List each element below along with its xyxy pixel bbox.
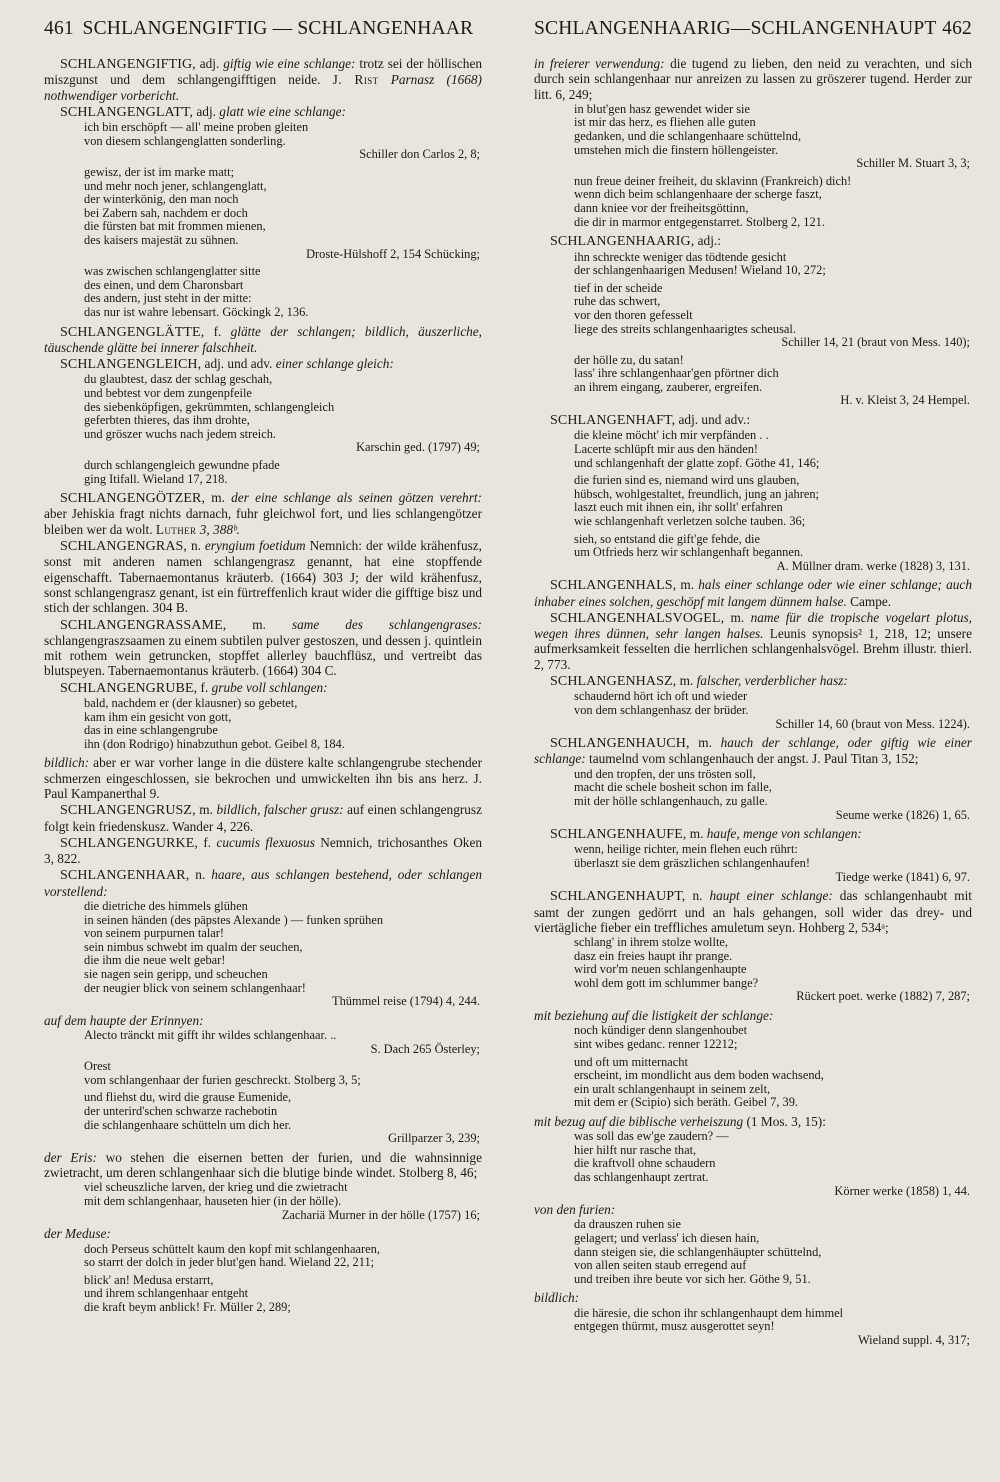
running-text-body: (1 Mos. 3, 15): <box>743 1113 826 1129</box>
definition: eryngium foetidum <box>204 538 306 554</box>
verse-line: sint wibes gedanc. renner 12212; <box>574 1036 738 1051</box>
headword: SCHLANGENGRAS, <box>60 539 188 555</box>
verse-line: Alecto tränckt mit gifft ihr wildes schlangenhaar. .. <box>84 1028 337 1043</box>
left-running-head <box>44 18 482 40</box>
verse-line: von dem schlangenhasz der brüder. <box>574 702 749 717</box>
usage-label: bildlich: <box>44 755 90 771</box>
verse-line: was soll das ew'ge zaudern? — <box>574 1129 729 1144</box>
verse-quotation <box>84 1243 482 1270</box>
verse-line: bei Zabern sah, nachdem er doch <box>84 205 248 220</box>
verse-quotation <box>574 843 972 884</box>
verse-line: des andern, just steht in der mitte: <box>84 291 252 306</box>
verse-line: ein uralt schlangenhaupt in seinem zelt, <box>574 1081 771 1096</box>
verse-line: und bebtest vor dem zungenpfeile <box>84 385 252 400</box>
verse-line: die schlangenhaare schütteln um dich her. <box>84 1117 292 1132</box>
running-text <box>44 1226 482 1241</box>
definition: glätte der schlangen; bildlich, äuszerliche, täuschende glätte bei innerer falschheit. <box>44 323 483 355</box>
definition: der eine schlange als seinen götzen verehrt: <box>231 490 482 506</box>
running-text <box>44 1150 482 1181</box>
verse-line: in seinen händen (des päpstes Alexande ) — funken sprühen <box>84 912 384 927</box>
verse-quotation <box>574 1024 972 1051</box>
dictionary-entry <box>44 617 482 679</box>
verse-line: gewisz, der ist im marke matt; <box>84 164 235 179</box>
verse-line: geferbten thieres, das ihm drohte, <box>84 413 250 428</box>
verse-quotation <box>84 1091 482 1145</box>
verse-quotation <box>574 1130 972 1198</box>
verse-quotation <box>84 1029 482 1056</box>
verse-line: schaudernd hört ich oft und wieder <box>574 689 748 704</box>
dictionary-entry <box>534 735 972 767</box>
entry-text: das schlangenhaubt mit samt der zungen gedörrt und an hals gehangen, soll wider das drey- und viertägliche fieber ein treffliches amuletum seyn. Hohberg 2, 534ᵃ; <box>534 888 973 935</box>
entry-text: auf einen schlangengrusz folgt kein friedenskusz. Wander 4, 226. <box>44 802 483 834</box>
dictionary-entry <box>44 538 482 615</box>
verse-line: Orest <box>84 1059 111 1074</box>
verse-quotation <box>574 1056 972 1110</box>
verse-quotation <box>574 354 972 408</box>
verse-quotation <box>574 690 972 731</box>
dictionary-entry <box>44 356 482 372</box>
verse-quotation <box>574 282 972 350</box>
right-running-title: SCHLANGENHAARIG—SCHLANGENHAUPT <box>534 18 937 39</box>
verse-line: die dir in marmor entgegenstarret. Stolberg 2, 121. <box>574 214 825 229</box>
verse-quotation <box>574 936 972 1004</box>
headword: SCHLANGENHAUCH, <box>550 736 690 752</box>
grammar-note: adj. <box>195 56 224 71</box>
dictionary-entry <box>44 867 482 899</box>
entry-text: Nemnich: der wilde krähenfusz, sonst mit anderen namen schlangengrasz genannt, hat eine stopffende eigenschafft. Tabernaemontanus kräuterb. (1664) 303 J; der wild krähenfusz, sonst schlangengrasz genant, ist ein fürtreffenlich kraut wider die gifftige bisz und stich der schlangen. 304 B. <box>44 538 483 616</box>
grammar-note: f. <box>197 679 212 695</box>
left-running-title: SCHLANGENGIFTIG — SCHLANGENHAAR <box>82 18 474 39</box>
verse-source: Schiller 14, 60 (braut von Mess. 1224). <box>775 716 970 731</box>
definition: grube voll schlangen: <box>211 679 328 695</box>
grammar-note: m. <box>676 577 699 593</box>
grammar-note: adj. <box>193 103 220 119</box>
verse-line: und oft um mitternacht <box>574 1054 688 1069</box>
dictionary-entry <box>534 610 972 672</box>
definition: giftig wie eine schlange: <box>223 56 356 71</box>
headword: SCHLANGENGRUBE, <box>60 680 198 696</box>
verse-source: Körner werke (1858) 1, 44. <box>834 1183 970 1198</box>
dictionary-entry <box>44 490 482 537</box>
dictionary-entry <box>44 802 482 834</box>
grammar-note: adj. und adv. <box>201 356 276 372</box>
verse-line: ich bin erschöpft — all' meine proben gleiten <box>84 120 309 135</box>
usage-label: bildlich: <box>534 1290 580 1306</box>
verse-line: sieh, so entstand die gift'ge fehde, die <box>574 531 760 546</box>
verse-source: Grillparzer 3, 239; <box>388 1131 480 1146</box>
verse-line: blick' an! Medusa erstarrt, <box>84 1272 214 1287</box>
running-text-body: die tugend zu lieben, den neid zu verachten, und sich durch sein schlangenhaar nur anreizen zu lassen zu gröszerer tugend. Herder zur litt. 6, 249; <box>534 56 972 102</box>
verse-line: die kraft beym anblick! Fr. Müller 2, 289; <box>84 1299 291 1314</box>
verse-source: Rückert poet. werke (1882) 7, 287; <box>796 989 970 1004</box>
verse-quotation <box>574 1307 972 1348</box>
verse-line: wenn dich beim schlangenhaare der scherge faszt, <box>574 187 822 202</box>
verse-line: des kaisers majestät zu sühnen. <box>84 232 239 247</box>
definition: hals einer schlange oder wie einer schlange; auch inhaber eines solchen, geschöpf mit langem dünnem halse. <box>534 577 972 609</box>
verse-line: sein nimbus schwebt im qualm der seuchen, <box>84 939 303 954</box>
verse-line: um Otfrieds herz wir schlangenhaft begannen. <box>574 545 804 560</box>
verse-source: Karschin ged. (1797) 49; <box>356 440 480 455</box>
verse-line: liege des streits schlangenhaarigtes scheusal. <box>574 321 796 336</box>
grammar-note: m. <box>226 616 292 632</box>
verse-source: Schiller M. Stuart 3, 3; <box>856 156 970 171</box>
grammar-note: m. <box>689 735 721 751</box>
verse-quotation <box>574 429 972 470</box>
verse-line: und den tropfen, der uns trösten soll, <box>574 766 756 781</box>
running-text <box>534 1114 972 1129</box>
left-page-number: 461 <box>44 18 74 39</box>
verse-line: erscheint, im mondlicht aus dem boden wachsend, <box>574 1068 824 1083</box>
running-text-body: aber er war vorher lange in die düstere kalte schlangengrube stechender schmerzen eingeschlossen, sie bekrochen und umwickelten ihn bis ans herz. J. Paul Kampanerthal 9. <box>44 755 482 801</box>
verse-source: S. Dach 265 Österley; <box>370 1041 480 1056</box>
grammar-note: f. <box>204 323 231 339</box>
verse-quotation <box>84 1274 482 1315</box>
headword: SCHLANGENHALS, <box>550 578 677 594</box>
left-column <box>44 56 482 1352</box>
definition: haufe, menge von schlangen: <box>706 826 862 842</box>
running-text-body: wo stehen die eisernen betten der furien, und die wahnsinnige zwietracht, um deren schlangenhaar sich die blutige binde windet. Stolberg 8, 46; <box>44 1149 482 1181</box>
verse-line: hübsch, wohlgestaltet, freundlich, jung an jahren; <box>574 486 819 501</box>
verse-line: die fürsten bat mit frommen mienen, <box>84 219 266 234</box>
verse-line: noch kündiger denn slangenhoubet <box>574 1023 748 1038</box>
verse-quotation <box>574 533 972 574</box>
verse-quotation <box>84 459 482 486</box>
verse-line: die ihm die neue welt gebar! <box>84 953 226 968</box>
verse-line: ruhe das schwert, <box>574 294 661 309</box>
headword: SCHLANGENGÖTZER, <box>60 491 206 507</box>
verse-line: mit der hölle schlangenhauch, zu galle. <box>574 793 768 808</box>
verse-quotation <box>574 1218 972 1286</box>
verse-line: dasz ein freies haupt ihr prange. <box>574 948 733 963</box>
verse-line: mit dem er (Scipio) sich beräth. Geibel 7, 39. <box>574 1095 799 1110</box>
headword: SCHLANGENGIFTIG, <box>60 57 196 72</box>
verse-line: wird vor'm neuen schlangenhaupte <box>574 962 747 977</box>
verse-line: gedanken, und die schlangenhaare schüttelnd, <box>574 129 802 144</box>
definition: hauch der schlange, oder giftig wie einer schlange: <box>534 735 972 767</box>
verse-line: das schlangenhaupt zertrat. <box>574 1170 709 1184</box>
running-text <box>534 1290 972 1305</box>
headword: SCHLANGENGLATT, <box>60 104 194 120</box>
running-text <box>534 56 972 102</box>
headword: SCHLANGENGURKE, <box>60 835 198 851</box>
definition: name für die tropische vogelart plotus, wegen ihres dünnen, sehr langen halses. <box>534 609 972 642</box>
definition: falscher, verderblicher hasz: <box>696 673 848 689</box>
verse-line: laszt euch mit ihnen ein, ihr sollt' erfahren <box>574 500 783 515</box>
verse-quotation <box>574 251 972 278</box>
usage-label: mit bezug auf die biblische verheiszung <box>534 1113 744 1129</box>
verse-line: der winterkönig, den man noch <box>84 192 239 207</box>
verse-line: die kraftvoll ohne schaudern <box>574 1156 716 1171</box>
grammar-note: m. <box>676 673 697 689</box>
running-text <box>534 1008 972 1023</box>
verse-line: und schlangenhaft der glatte zopf. Göthe 41, 146; <box>574 455 820 470</box>
verse-line: die kleine möcht' ich mir verpfänden . . <box>574 428 769 443</box>
verse-quotation <box>574 103 972 171</box>
verse-line: was zwischen schlangenglatter sitte <box>84 264 261 279</box>
right-running-head <box>534 18 972 40</box>
definition: cucumis flexuosus <box>216 834 315 850</box>
verse-line: so starrt der dolch in jeder blut'gen hand. Wieland 22, 211; <box>84 1255 375 1270</box>
verse-line: das in eine schlangengrube <box>84 723 218 738</box>
verse-line: ihn (don Rodrigo) hinabzuthun gebot. Geibel 8, 184. <box>84 736 345 751</box>
verse-line: durch schlangengleich gewundne pfade <box>84 457 280 472</box>
source-author: J. Rist <box>332 72 379 88</box>
source-title: 3, 388ᵇ. <box>196 521 240 537</box>
verse-quotation <box>574 175 972 229</box>
verse-line: die dietriche des himmels glühen <box>84 899 248 914</box>
definition: same des schlangengrases: <box>291 616 482 632</box>
verse-line: von seinem purpurnen talar! <box>84 926 225 941</box>
verse-line: schlang' in ihrem stolze wollte, <box>574 935 728 950</box>
headword: SCHLANGENHAAR, <box>60 868 190 884</box>
entry-text: trotz sei der höllischen miszgunst und dem schlangengifftigen neide. <box>44 56 482 88</box>
verse-line: des einen, und dem Charonsbart <box>84 277 244 292</box>
verse-source: A. Müllner dram. werke (1828) 3, 131. <box>776 558 970 573</box>
verse-line: und treiben ihre beute vor sich her. Göthe 9, 51. <box>574 1271 811 1286</box>
verse-quotation <box>84 166 482 261</box>
headword: SCHLANGENGRASSAME, <box>60 617 227 633</box>
verse-line: nun freue deiner freiheit, du sklavinn (Frankreich) dich! <box>574 173 852 188</box>
grammar-note: adj. und adv.: <box>675 412 751 428</box>
verse-line: und gröszer wuchs nach jedem streich. <box>84 426 276 441</box>
verse-quotation <box>84 1060 482 1087</box>
usage-label: von den furien: <box>534 1202 616 1218</box>
running-head <box>44 18 972 52</box>
right-page-number: 462 <box>942 18 972 39</box>
verse-line: in blut'gen hasz gewendet wider sie <box>574 101 750 116</box>
grammar-note: n. <box>189 867 212 883</box>
verse-line: viel scheuszliche larven, der krieg und die zwietracht <box>84 1180 348 1195</box>
entry-text: Leunis synopsis² 1, 218, 12; unsere aufmerksamkeit fesselten die herrlichen schlangenhalsvögel. Brehm illustr. thierl. 2, 773. <box>534 626 972 672</box>
grammar-note: n. <box>187 538 205 554</box>
headword: SCHLANGENHAFT, <box>550 413 676 429</box>
verse-line: gelagert; und verlass' ich diesen hain, <box>574 1231 760 1246</box>
verse-line: doch Perseus schüttelt kaum den kopf mit schlangenhaaren, <box>84 1241 380 1256</box>
verse-line: da drauszen ruhen sie <box>574 1217 681 1232</box>
verse-line: der schlangenhaarigen Medusen! Wieland 10, 272; <box>574 263 826 278</box>
dictionary-entry <box>534 826 972 842</box>
verse-line: wie schlangenhaft verletzen solche tauben. 36; <box>574 513 806 528</box>
dictionary-entry <box>44 680 482 696</box>
verse-line: und mehr noch jener, schlangenglatt, <box>84 178 267 193</box>
verse-source: Zachariä Murner in der hölle (1757) 16; <box>281 1207 480 1222</box>
source-author: Luther <box>155 521 197 537</box>
dictionary-entry <box>44 324 482 356</box>
usage-label: auf dem haupte der Erinnyen: <box>44 1012 204 1028</box>
verse-line: kam ihm ein gesicht von gott, <box>84 709 232 724</box>
headword: SCHLANGENHASZ, <box>550 674 677 690</box>
verse-line: ging Itifall. Wieland 17, 218. <box>84 471 228 486</box>
verse-line: und ihrem schlangenhaar entgeht <box>84 1286 249 1301</box>
verse-line: hier hilft nur rasche that, <box>574 1142 697 1157</box>
grammar-note: m. <box>195 802 217 818</box>
grammar-note: n. <box>685 888 710 904</box>
verse-source: H. v. Kleist 3, 24 Hempel. <box>840 393 970 408</box>
headword: SCHLANGENHAUFE, <box>550 827 687 843</box>
definition: bildlich, falscher grusz: <box>216 802 344 818</box>
verse-source: Tiedge werke (1841) 6, 97. <box>835 869 970 884</box>
headword: SCHLANGENGRUSZ, <box>60 803 196 819</box>
verse-source: Thümmel reise (1794) 4, 244. <box>332 994 480 1009</box>
definition: haupt einer schlange: <box>709 888 833 904</box>
verse-line: Lacerte schlüpft mir aus den händen! <box>574 441 759 456</box>
verse-line: vor den thoren gefesselt <box>574 307 693 322</box>
columns <box>44 56 972 1352</box>
verse-line: vom schlangenhaar der furien geschreckt. Stolberg 3, 5; <box>84 1072 361 1087</box>
dictionary-entry <box>534 673 972 689</box>
verse-line: du glaubtest, dasz der schlag geschah, <box>84 372 273 387</box>
verse-quotation <box>84 373 482 455</box>
verse-line: das nur ist wahre lebensart. Göckingk 2, 136. <box>84 304 309 319</box>
verse-line: lass' ihre schlangenhaar'gen pförtner dich <box>574 366 779 381</box>
verse-line: ihn schreckte weniger das tödtende gesicht <box>574 249 787 264</box>
verse-source: Wieland suppl. 4, 317; <box>857 1332 970 1347</box>
verse-quotation <box>84 265 482 319</box>
dictionary-entry <box>534 577 972 609</box>
dictionary-entry <box>44 56 482 103</box>
running-text <box>44 1013 482 1028</box>
verse-quotation <box>84 697 482 751</box>
verse-line: macht die schele bosheit schon im falle, <box>574 780 772 795</box>
verse-quotation <box>84 121 482 162</box>
verse-line: sie nagen sein geripp, und scheuchen <box>84 967 268 982</box>
verse-quotation <box>574 768 972 822</box>
verse-line: von diesem schlangenglatten sonderling. <box>84 133 286 148</box>
verse-line: dann steigen sie, die schlangenhäupter schüttelnd, <box>574 1244 822 1259</box>
verse-line: der hölle zu, du satan! <box>574 352 684 367</box>
grammar-note: f. <box>198 834 217 850</box>
verse-line: ist mir das herz, es fliehen alle guten <box>574 115 756 130</box>
entry-text: taumelnd vom schlangenhauch der angst. J. Paul Titan 3, 152; <box>585 751 919 767</box>
entry-text: Nemnich, trichosanthes Oken 3, 822. <box>44 834 482 867</box>
verse-line: wenn, heilige richter, mein flehen euch rührt: <box>574 842 798 857</box>
dictionary-entry <box>44 835 482 867</box>
verse-line: überlaszt sie dem gräszlichen schlangenhaufen! <box>574 856 811 871</box>
verse-line: entgegen thürmt, musz ausgerottet seyn! <box>574 1319 775 1334</box>
dictionary-entry <box>534 233 972 249</box>
verse-line: und fliehst du, wird die grause Eumenide, <box>84 1090 292 1105</box>
verse-source: Droste-Hülshoff 2, 154 Schücking; <box>306 246 480 261</box>
grammar-note: m. <box>724 609 751 625</box>
verse-source: Schiller don Carlos 2, 8; <box>359 147 480 162</box>
headword: SCHLANGENGLÄTTE, <box>60 324 205 340</box>
usage-label: der Eris: <box>44 1149 97 1165</box>
running-text <box>44 755 482 801</box>
headword: SCHLANGENGLEICH, <box>60 357 202 373</box>
definition: haare, aus schlangen bestehend, oder schlangen vorstellend: <box>44 867 482 899</box>
usage-label: der Meduse: <box>44 1226 111 1242</box>
entry-text: Campe. <box>846 593 892 609</box>
verse-line: mit dem schlangenhaar, hauseten hier (in der hölle). <box>84 1194 342 1209</box>
headword: SCHLANGENHAUPT, <box>550 889 686 905</box>
verse-quotation <box>84 1181 482 1222</box>
verse-line: bald, nachdem er (der klausner) so gebetet, <box>84 696 298 710</box>
verse-line: tief in der scheide <box>574 280 663 295</box>
verse-line: des siebenköpfigen, gekrümmten, schlangengleich <box>84 399 335 414</box>
entry-text: aber Jehiskia fragt nichts darnach, fuhr gleichwol fort, und lies schlangengötzer bleiben wer da wolt. <box>44 506 482 537</box>
headword: SCHLANGENHALSVOGEL, <box>550 610 725 626</box>
verse-line: der unterird'schen schwarze rachebotin <box>84 1104 278 1119</box>
verse-line: dann kniee vor der freiheitsgöttinn, <box>574 201 749 216</box>
headword: SCHLANGENHAARIG, <box>550 234 695 250</box>
dictionary-entry <box>44 104 482 120</box>
verse-line: der neugier blick von seinem schlangenhaar! <box>84 980 306 995</box>
usage-label: in freierer verwendung: <box>534 56 665 71</box>
verse-quotation <box>574 474 972 528</box>
verse-source: Seume werke (1826) 1, 65. <box>835 807 970 822</box>
grammar-note: m. <box>205 490 232 506</box>
verse-line: die furien sind es, niemand wird uns glauben, <box>574 473 800 488</box>
dictionary-entry <box>534 412 972 428</box>
running-text <box>534 1202 972 1217</box>
usage-label: mit beziehung auf die listigkeit der schlange: <box>534 1008 774 1024</box>
verse-line: die häresie, die schon ihr schlangenhaupt dem himmel <box>574 1305 844 1320</box>
definition: einer schlange gleich: <box>275 356 394 372</box>
verse-line: wohl dem gott im schlummer bange? <box>574 975 759 990</box>
right-column <box>534 56 972 1352</box>
verse-line: an ihrem eingang, zauberer, ergreifen. <box>574 379 763 394</box>
grammar-note: m. <box>686 826 707 842</box>
dictionary-entry <box>534 888 972 935</box>
entry-text: schlangengraszsaamen zu einem subtilen pulver gestoszen, und dessen j. quintlein mit rothem wein getruncken, stopffet allerley bauchflüsz, und vertreibt das blutspeyen. Tabernaemontanus kräuterb. (1664) 304 C. <box>44 632 482 679</box>
verse-quotation <box>84 900 482 1009</box>
verse-source: Schiller 14, 21 (braut von Mess. 140); <box>781 335 970 350</box>
grammar-note: adj.: <box>694 233 721 249</box>
verse-line: von allen seiten staub erregend auf <box>574 1258 747 1273</box>
verse-line: umstehen mich die finstern höllengeister. <box>574 142 779 157</box>
source-title: Parnasz (1668) nothwendiger vorbericht. <box>44 72 482 103</box>
definition: glatt wie eine schlange: <box>219 103 346 119</box>
